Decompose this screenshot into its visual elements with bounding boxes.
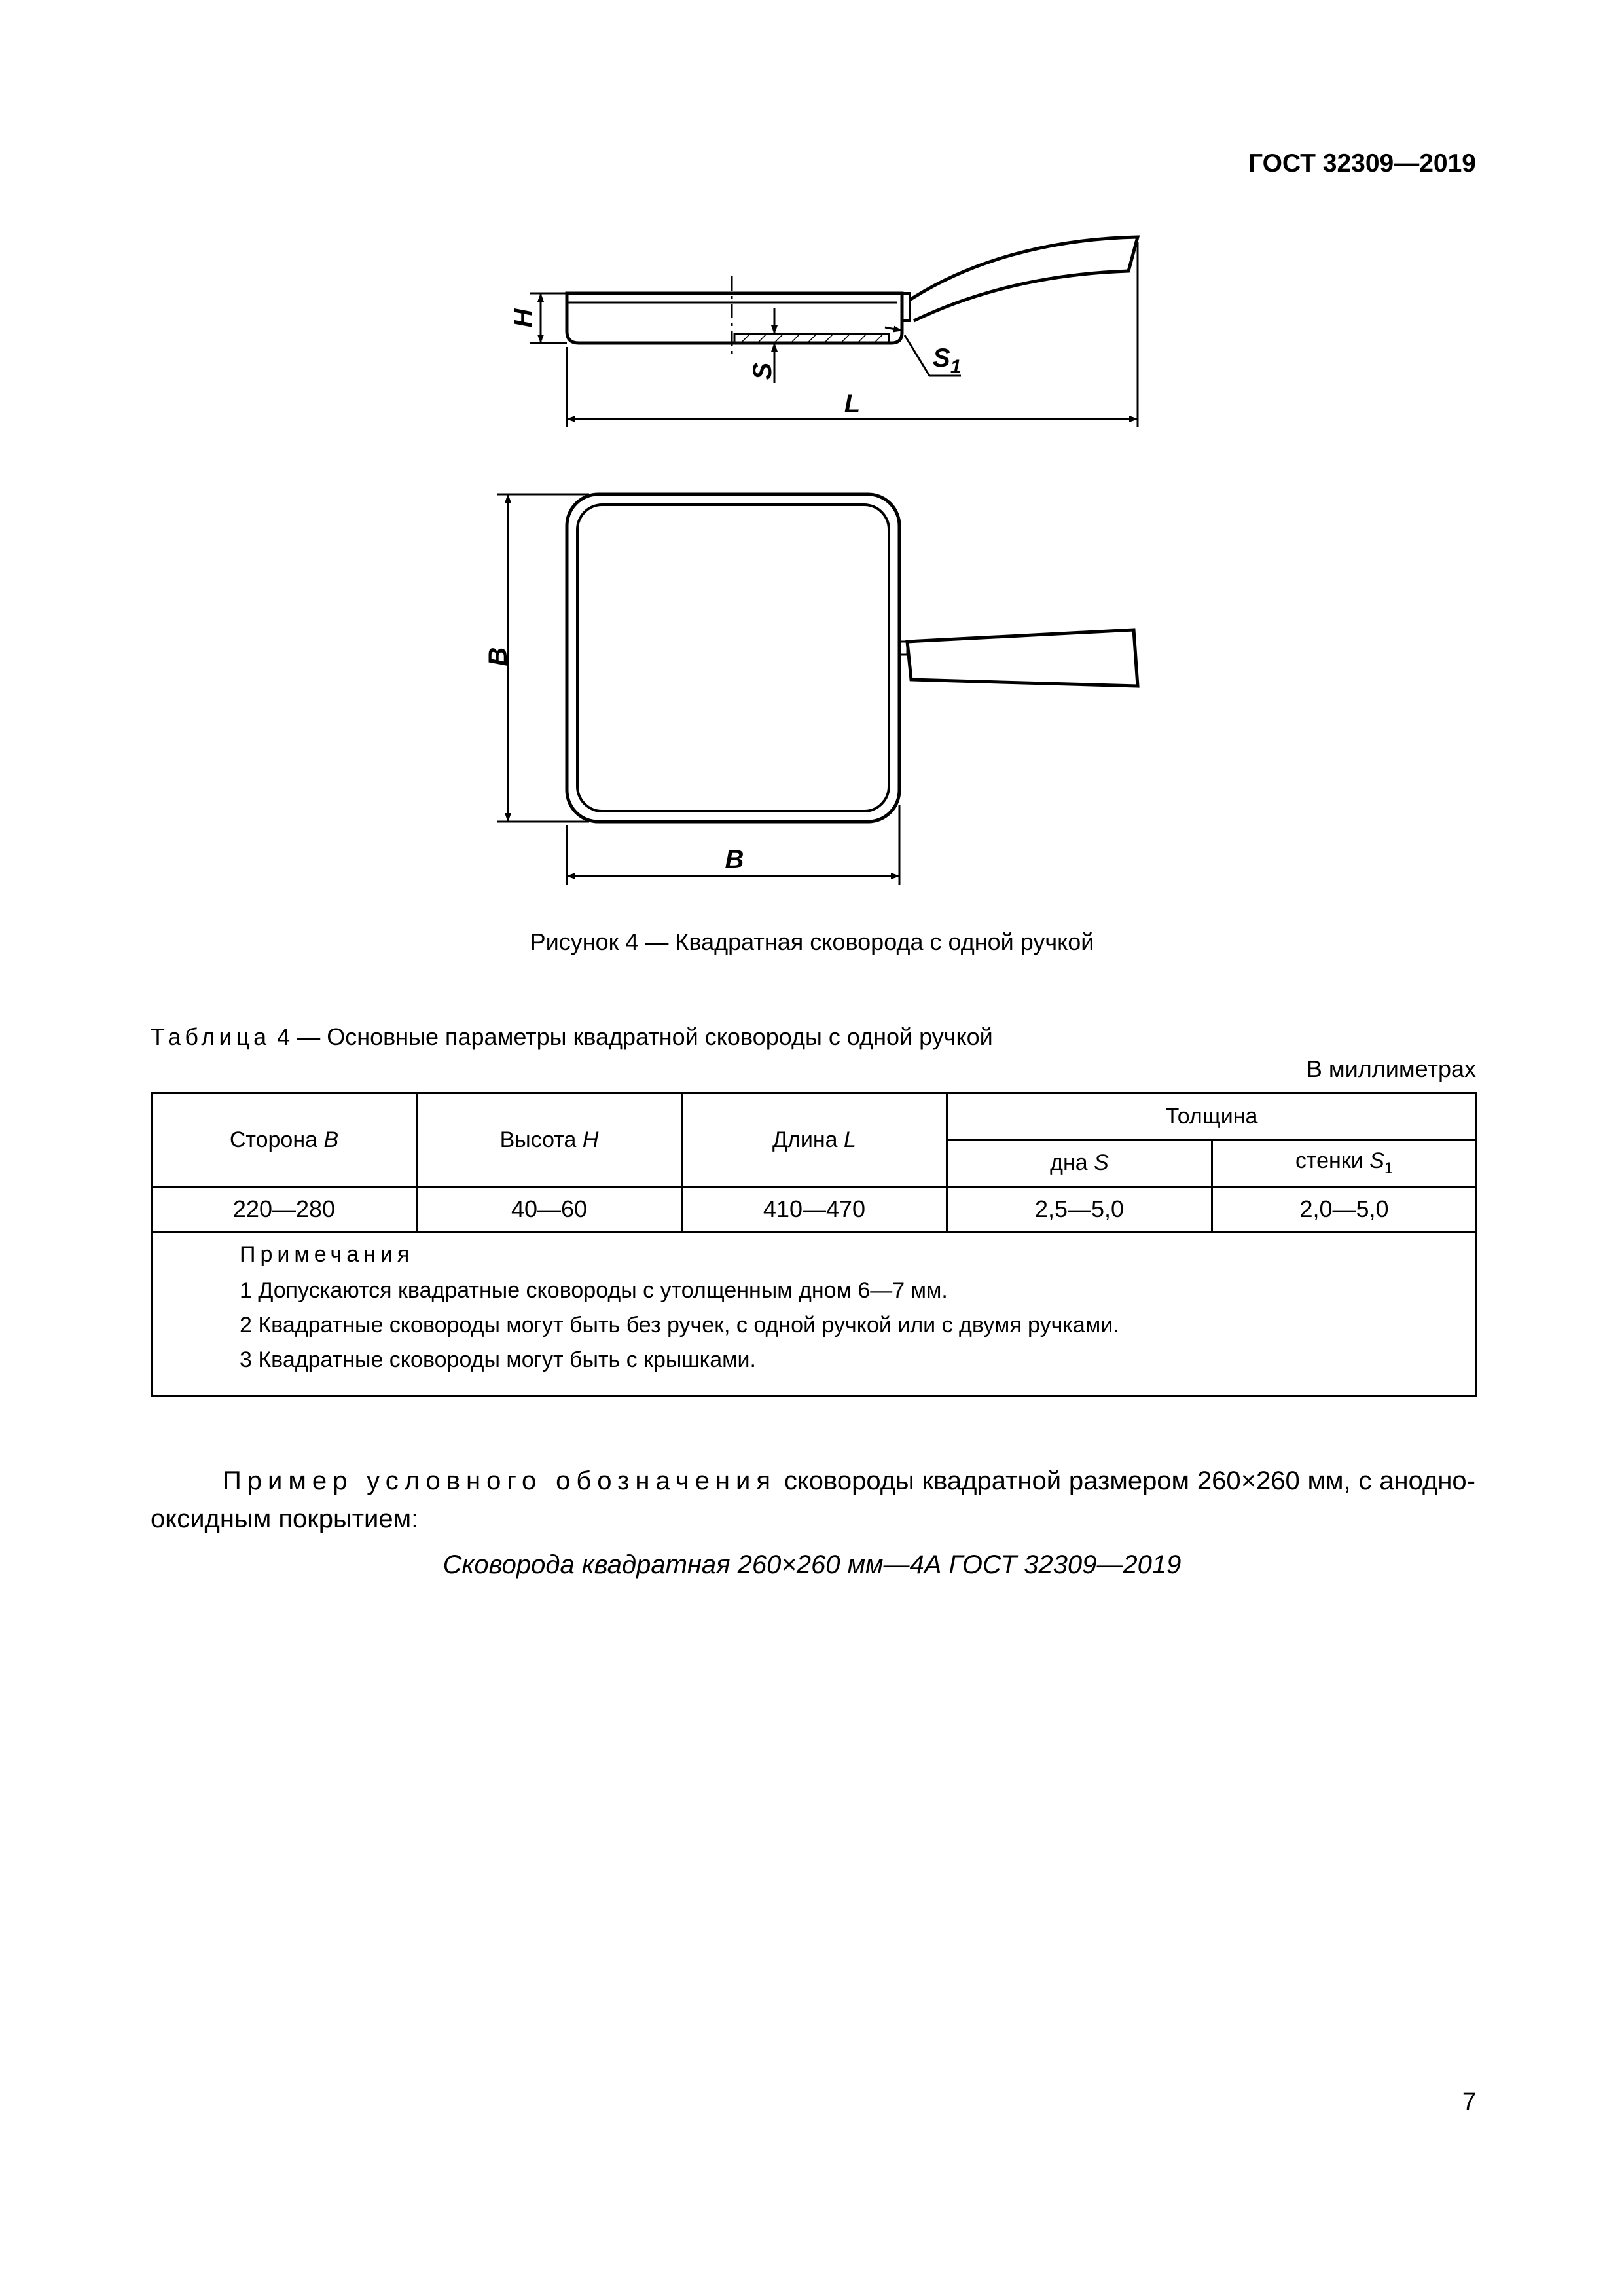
note-1: 1 Допускаются квадратные сковороды с утолщенным дном 6—7 мм.	[240, 1278, 948, 1303]
header-side: Сторона B	[152, 1093, 417, 1187]
example-designation: Сковорода квадратная 260×260 мм—4А ГОСТ 32309—2019	[442, 1550, 1182, 1579]
example-paragraph: Пример условного обозначения сковороды квадратной размером 260×260 мм, с анодно-оксидным покрытием:	[151, 1467, 1475, 1533]
table-notes	[152, 1232, 1477, 1396]
cell-bottom: 2,5—5,0	[947, 1187, 1212, 1232]
top-view	[497, 494, 1138, 885]
header-length: Длина L	[682, 1093, 947, 1187]
cell-wall: 2,0—5,0	[1212, 1187, 1477, 1232]
table-row	[152, 1187, 1477, 1232]
header-thickness: Толщина	[947, 1093, 1477, 1140]
label-b-horizontal: B	[725, 845, 744, 874]
label-b-vertical: B	[484, 647, 513, 666]
pan-drawing	[0, 0, 1624, 917]
label-h: H	[509, 308, 538, 328]
header-height: Высота H	[417, 1093, 682, 1187]
header-wall: стенки $S_1$	[1212, 1140, 1477, 1187]
table-title: Таблица 4 — Основные параметры квадратной сковороды с одной ручкой	[151, 1023, 993, 1050]
header-bottom: дна S	[947, 1140, 1212, 1187]
note-2: 2 Квадратные сковороды могут быть без ручек, с одной ручкой или с двумя ручками.	[240, 1313, 1119, 1338]
label-l: L	[844, 390, 861, 418]
document-header: ГОСТ 32309—2019	[1248, 149, 1476, 177]
side-view	[530, 237, 1138, 427]
table-units: В миллиметрах	[1306, 1055, 1476, 1082]
page-number: 7	[1462, 2088, 1476, 2116]
figure-caption: Рисунок 4 — Квадратная сковорода с одной ручкой	[530, 928, 1094, 955]
note-3: 3 Квадратные сковороды могут быть с крышками.	[240, 1347, 756, 1372]
cell-side: 220—280	[152, 1187, 417, 1232]
label-s1: $S_1$	[933, 344, 962, 378]
notes-title: Примечания	[240, 1242, 414, 1267]
parameters-table	[151, 1092, 1477, 1397]
cell-length: 410—470	[682, 1187, 947, 1232]
cell-height: 40—60	[417, 1187, 682, 1232]
label-s: S	[748, 362, 777, 380]
